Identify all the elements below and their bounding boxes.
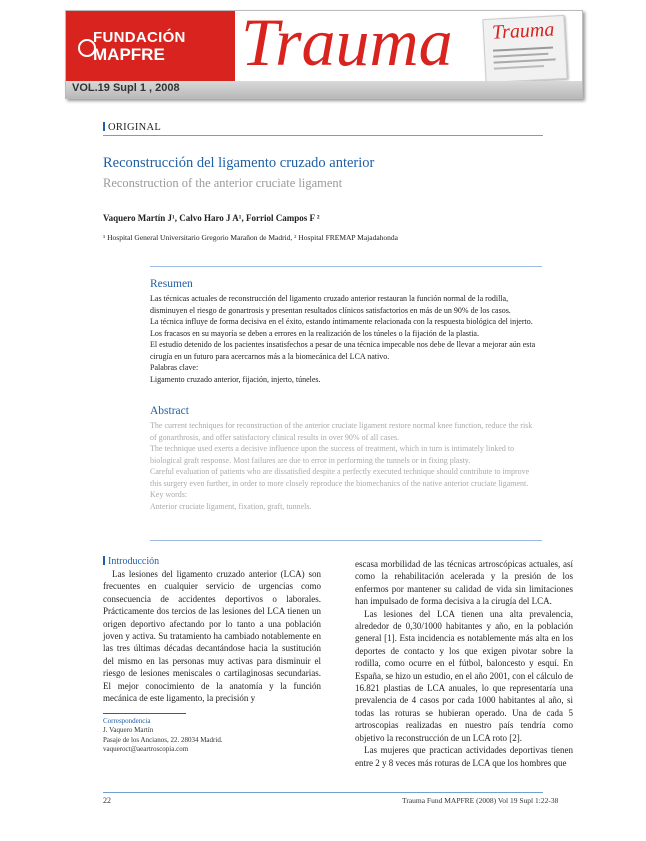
introduction-heading-text: Introducción bbox=[108, 556, 160, 567]
article-title-english: Reconstruction of the anterior cruciate ligament bbox=[103, 176, 343, 190]
abstract-body bbox=[150, 420, 540, 512]
resumen-heading: Resumen bbox=[150, 278, 193, 290]
correspondence-heading: Correspondencia bbox=[103, 717, 151, 725]
keywords: Anterior cruciate ligament, fixation, graft, tunnels. bbox=[150, 501, 312, 511]
divider bbox=[150, 266, 542, 267]
thumbnail-text-line bbox=[494, 65, 544, 70]
body-paragraph: Las lesiones del ligamento cruzado anterior (LCA) son frecuentes en cualquier servicio de urgencias como consecuencia de accidentes deportivos o laborales. Prácticamente dos tercios de las lesiones del LCA tienen un origen deportivo afectando por lo tanto a una población joven y activa. Su tratamiento ha cambiado notablemente en las tres últimas décadas decantándose hacia la sustitución del mismo en las personas muy activas para disminuir el riesgo de lesiones meniscales o cartilaginosas secundarias. El mejor conocimiento de la anatomía y la función mecánica de este ligamento, la precisión y bbox=[103, 569, 321, 704]
logo-text-line2: MAPFRE bbox=[93, 45, 165, 64]
divider bbox=[103, 135, 543, 136]
resumen-paragraph: Las técnicas actuales de reconstrucción del ligamento cruzado anterior restauran la función normal de la rodilla, disminuyen el riesgo de gonartrosis y presentan resultados clínicos satisfactorios en más de un 90% de los casos. bbox=[150, 294, 511, 315]
resumen-paragraph: El estudio detenido de los pacientes insatisfechos a pesar de una técnica impecable nos debe de llevar a mejorar aún esta cirugía en un futuro para acercarnos más a la biomecánica del LCA nativo. bbox=[150, 340, 536, 361]
divider bbox=[103, 792, 543, 793]
section-label-text: ORIGINAL bbox=[108, 122, 162, 133]
volume-bar bbox=[66, 81, 582, 98]
abstract-heading: Abstract bbox=[150, 405, 189, 417]
journal-title: Trauma bbox=[241, 10, 453, 80]
section-marker-icon bbox=[103, 122, 105, 131]
body-column-right bbox=[355, 558, 573, 769]
divider bbox=[103, 713, 186, 714]
volume-label: VOL.19 Supl 1 , 2008 bbox=[72, 82, 180, 94]
thumbnail-text-line bbox=[493, 47, 553, 52]
body-paragraph: Las mujeres que practican actividades deportivas tienen entre 2 y 8 veces más roturas de LCA que los hombres que bbox=[355, 745, 573, 768]
keywords-label: Palabras clave: bbox=[150, 363, 199, 372]
thumbnail-text-line bbox=[494, 58, 556, 63]
article-title-spanish: Reconstrucción del ligamento cruzado anterior bbox=[103, 155, 375, 171]
journal-banner bbox=[65, 10, 583, 99]
thumbnail-text-line bbox=[493, 53, 548, 58]
abstract-paragraph: The technique used exerts a decisive influence upon the success of treatment, which in turn is intimately linked to biological graft response. Most failures are due to error in performing the tunnels or in fixing plasty. bbox=[150, 444, 515, 465]
section-marker-icon bbox=[103, 556, 105, 565]
keywords-label: Key words: bbox=[150, 490, 188, 499]
correspondence-email[interactable]: vaqueroct@aeartroscopia.com bbox=[103, 745, 189, 754]
body-paragraph: escasa morbilidad de las técnicas artroscópicas actuales, así como la rehabilitación acelerada y la presión de los enfermos por mantener su calidad de vida sin limitaciones han impulsado de forma decisiva a la cirugía del LCA. bbox=[355, 559, 573, 607]
correspondence bbox=[103, 717, 223, 755]
foundation-logo-panel bbox=[66, 11, 235, 81]
footer-citation: Trauma Fund MAPFRE (2008) Vol 19 Supl 1:22-38 bbox=[402, 796, 559, 805]
logo-text-line1: FUNDACIÓN bbox=[93, 29, 186, 46]
abstract-paragraph: The current techniques for reconstruction of the anterior cruciate ligament restore normal knee function, reduce the risk of gonarthrosis, and offer satisfactory clinical results in over 90% of all cases. bbox=[150, 421, 533, 442]
abstract-paragraph: Careful evaluation of patients who are dissatisfied despite a perfectly executed technique should contribute to improve this surgery even further, in order to more closely reproduce the biomechanics of the native anterior cruciate ligament. bbox=[150, 467, 530, 488]
page-number: 22 bbox=[103, 796, 111, 805]
correspondence-name: J. Vaquero Martín bbox=[103, 726, 154, 735]
section-label bbox=[103, 122, 161, 133]
introduction-heading bbox=[103, 556, 159, 567]
body-column-left bbox=[103, 568, 321, 704]
affiliations: ¹ Hospital General Universitario Gregorio Marañon de Madrid, ² Hospital FREMAP Majadahonda bbox=[103, 233, 398, 242]
resumen-body bbox=[150, 293, 540, 385]
authors: Vaquero Martín J¹, Calvo Haro J A¹, Forriol Campos F ² bbox=[103, 213, 320, 223]
correspondence-address: Pasaje de los Ancianos, 22. 28034 Madrid. bbox=[103, 735, 223, 744]
thumbnail-title: Trauma bbox=[491, 18, 555, 44]
resumen-paragraph: La técnica influye de forma decisiva en el éxito, estando íntimamente relacionada con la respuesta biológica del injerto. Los fracasos en su mayoría se deben a errores en la realización de los túneles o la fijación de la plastia. bbox=[150, 317, 533, 338]
divider bbox=[150, 540, 542, 541]
body-paragraph: Las lesiones del LCA tienen una alta prevalencia, alrededor de 0,30/1000 habitantes y año, en la población general [1]. Esta incidencia es notablemente más alta en los deportes de contacto y los que exigen pivotar sobre la rodilla, como ocurre en el fútbol, baloncesto y esquí. En España, se hizo un estudio, en el año 2001, con el cálculo de 16.821 plastias de LCA anuales, lo que representaría una prevalencia de 4 casos por cada 1000 habitantes al año, si todas las roturas se hubieran operado. Una de cada 5 artroscopias realizadas en nuestro país tendría como objetivo la reconstrucción de un LCA roto [2]. bbox=[355, 608, 573, 743]
keywords: Ligamento cruzado anterior, fijación, injerto, túneles. bbox=[150, 374, 321, 384]
journal-cover-thumbnail bbox=[482, 15, 567, 83]
